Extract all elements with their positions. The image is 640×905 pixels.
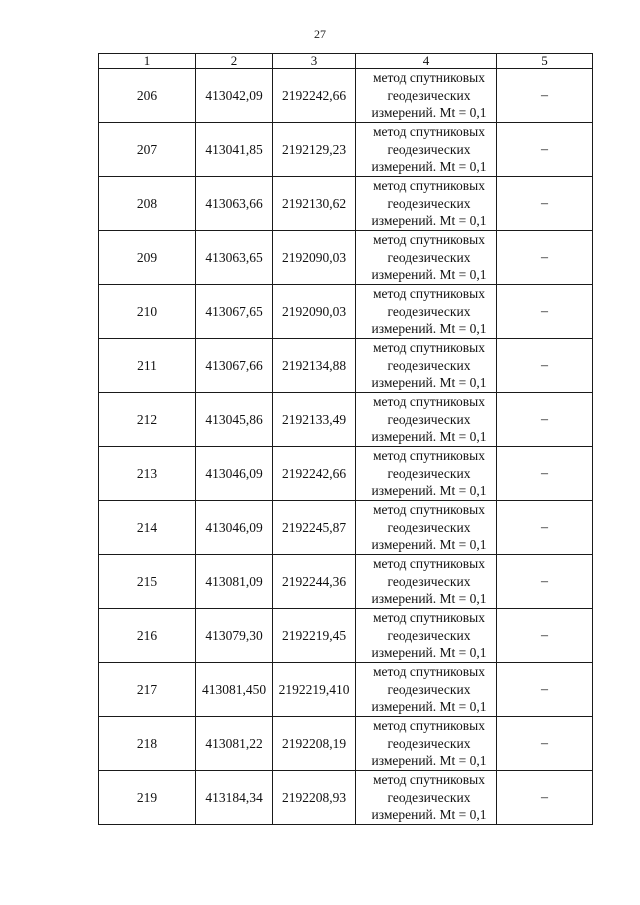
y-coordinate-cell: 2192208,93 (273, 771, 356, 825)
header-col-4: 4 (356, 54, 497, 69)
method-cell (356, 393, 497, 447)
method-line-2: геодезических (387, 249, 471, 265)
method-cell (356, 177, 497, 231)
method-line-3: измерений. Mt = 0,1 (371, 753, 487, 769)
method-line-1: метод спутниковых (373, 718, 485, 734)
y-coordinate-cell: 2192134,88 (273, 339, 356, 393)
value-cell: – (497, 393, 593, 447)
table-row (99, 339, 593, 393)
header-col-5: 5 (497, 54, 593, 69)
table-row (99, 771, 593, 825)
method-cell (356, 69, 497, 123)
y-coordinate-cell: 2192219,45 (273, 609, 356, 663)
method-line-1: метод спутниковых (373, 610, 485, 626)
point-number-cell: 218 (99, 717, 196, 771)
method-line-3: измерений. Mt = 0,1 (371, 645, 487, 661)
method-line-3: измерений. Mt = 0,1 (371, 321, 487, 337)
method-line-3: измерений. Mt = 0,1 (371, 375, 487, 391)
method-cell (356, 663, 497, 717)
header-col-1: 1 (99, 54, 196, 69)
x-coordinate-cell: 413184,34 (196, 771, 273, 825)
method-line-3: измерений. Mt = 0,1 (371, 267, 487, 283)
y-coordinate-cell: 2192208,19 (273, 717, 356, 771)
table-row (99, 231, 593, 285)
table-row (99, 285, 593, 339)
point-number-cell: 211 (99, 339, 196, 393)
point-number-cell: 210 (99, 285, 196, 339)
y-coordinate-cell: 2192245,87 (273, 501, 356, 555)
y-coordinate-cell: 2192130,62 (273, 177, 356, 231)
value-cell: – (497, 447, 593, 501)
method-line-1: метод спутниковых (373, 178, 485, 194)
x-coordinate-cell: 413041,85 (196, 123, 273, 177)
header-col-2: 2 (196, 54, 273, 69)
value-cell: – (497, 177, 593, 231)
x-coordinate-cell: 413042,09 (196, 69, 273, 123)
method-line-1: метод спутниковых (373, 772, 485, 788)
method-line-3: измерений. Mt = 0,1 (371, 591, 487, 607)
x-coordinate-cell: 413067,65 (196, 285, 273, 339)
method-line-2: геодезических (387, 465, 471, 481)
value-cell: – (497, 555, 593, 609)
point-number-cell: 213 (99, 447, 196, 501)
method-line-1: метод спутниковых (373, 70, 485, 86)
method-cell (356, 771, 497, 825)
table-row (99, 393, 593, 447)
method-cell (356, 609, 497, 663)
table-row (99, 69, 593, 123)
method-line-2: геодезических (387, 357, 471, 373)
point-number-cell: 219 (99, 771, 196, 825)
method-line-1: метод спутниковых (373, 448, 485, 464)
point-number-cell: 216 (99, 609, 196, 663)
method-cell (356, 123, 497, 177)
method-line-2: геодезических (387, 573, 471, 589)
table-row (99, 501, 593, 555)
point-number-cell: 212 (99, 393, 196, 447)
point-number-cell: 206 (99, 69, 196, 123)
method-line-2: геодезических (387, 303, 471, 319)
method-line-2: геодезических (387, 519, 471, 535)
x-coordinate-cell: 413046,09 (196, 447, 273, 501)
point-number-cell: 208 (99, 177, 196, 231)
y-coordinate-cell: 2192090,03 (273, 231, 356, 285)
x-coordinate-cell: 413045,86 (196, 393, 273, 447)
y-coordinate-cell: 2192090,03 (273, 285, 356, 339)
x-coordinate-cell: 413063,65 (196, 231, 273, 285)
method-line-1: метод спутниковых (373, 340, 485, 356)
value-cell: – (497, 771, 593, 825)
y-coordinate-cell: 2192242,66 (273, 447, 356, 501)
header-col-3: 3 (273, 54, 356, 69)
y-coordinate-cell: 2192242,66 (273, 69, 356, 123)
method-line-3: измерений. Mt = 0,1 (371, 429, 487, 445)
point-number-cell: 209 (99, 231, 196, 285)
method-line-2: геодезических (387, 195, 471, 211)
point-number-cell: 217 (99, 663, 196, 717)
value-cell: – (497, 501, 593, 555)
value-cell: – (497, 339, 593, 393)
method-cell (356, 339, 497, 393)
value-cell: – (497, 717, 593, 771)
table-body (99, 69, 593, 825)
table-row (99, 123, 593, 177)
method-line-1: метод спутниковых (373, 394, 485, 410)
table-row (99, 717, 593, 771)
method-line-3: измерений. Mt = 0,1 (371, 807, 487, 823)
table-row (99, 555, 593, 609)
value-cell: – (497, 609, 593, 663)
method-cell (356, 555, 497, 609)
method-line-2: геодезических (387, 627, 471, 643)
method-line-3: измерений. Mt = 0,1 (371, 483, 487, 499)
table-row (99, 609, 593, 663)
value-cell: – (497, 231, 593, 285)
method-line-2: геодезических (387, 789, 471, 805)
y-coordinate-cell: 2192133,49 (273, 393, 356, 447)
value-cell: – (497, 663, 593, 717)
method-line-3: измерений. Mt = 0,1 (371, 213, 487, 229)
x-coordinate-cell: 413081,09 (196, 555, 273, 609)
method-line-2: геодезических (387, 735, 471, 751)
point-number-cell: 214 (99, 501, 196, 555)
method-line-3: измерений. Mt = 0,1 (371, 105, 487, 121)
method-line-1: метод спутниковых (373, 502, 485, 518)
x-coordinate-cell: 413046,09 (196, 501, 273, 555)
method-line-1: метод спутниковых (373, 232, 485, 248)
table-row (99, 447, 593, 501)
method-line-1: метод спутниковых (373, 286, 485, 302)
method-line-2: геодезических (387, 141, 471, 157)
method-cell (356, 285, 497, 339)
x-coordinate-cell: 413067,66 (196, 339, 273, 393)
x-coordinate-cell: 413079,30 (196, 609, 273, 663)
table-header-row (99, 54, 593, 69)
method-cell (356, 717, 497, 771)
x-coordinate-cell: 413063,66 (196, 177, 273, 231)
value-cell: – (497, 285, 593, 339)
method-cell (356, 231, 497, 285)
method-cell (356, 501, 497, 555)
x-coordinate-cell: 413081,450 (196, 663, 273, 717)
point-number-cell: 215 (99, 555, 196, 609)
table-row (99, 177, 593, 231)
method-line-1: метод спутниковых (373, 664, 485, 680)
y-coordinate-cell: 2192219,410 (273, 663, 356, 717)
table-row (99, 663, 593, 717)
page-number: 27 (314, 27, 326, 41)
value-cell: – (497, 69, 593, 123)
y-coordinate-cell: 2192129,23 (273, 123, 356, 177)
method-line-2: геодезических (387, 411, 471, 427)
point-number-cell: 207 (99, 123, 196, 177)
value-cell: – (497, 123, 593, 177)
coordinates-table (98, 53, 593, 825)
method-line-1: метод спутниковых (373, 556, 485, 572)
method-cell (356, 447, 497, 501)
method-line-1: метод спутниковых (373, 124, 485, 140)
method-line-2: геодезических (387, 681, 471, 697)
method-line-2: геодезических (387, 87, 471, 103)
method-line-3: измерений. Mt = 0,1 (371, 159, 487, 175)
method-line-3: измерений. Mt = 0,1 (371, 699, 487, 715)
method-line-3: измерений. Mt = 0,1 (371, 537, 487, 553)
y-coordinate-cell: 2192244,36 (273, 555, 356, 609)
x-coordinate-cell: 413081,22 (196, 717, 273, 771)
